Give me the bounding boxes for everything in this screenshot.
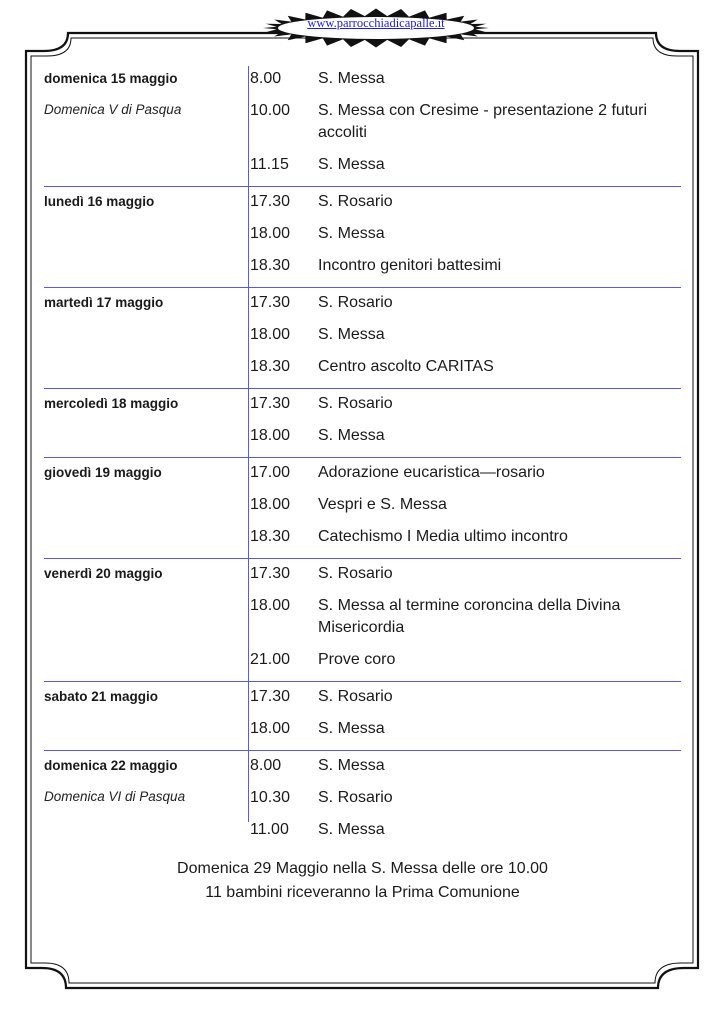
announcement bbox=[44, 857, 681, 905]
event-description: S. Messa bbox=[318, 821, 385, 838]
event-list bbox=[250, 559, 681, 681]
day-label bbox=[44, 64, 244, 118]
day-name: mercoledì 18 maggio bbox=[44, 396, 179, 411]
day-name: giovedì 19 maggio bbox=[44, 465, 162, 480]
event-description: S. Messa bbox=[318, 70, 385, 87]
event-time: 18.00 bbox=[250, 496, 291, 513]
event-row bbox=[250, 425, 681, 447]
event-time: 18.30 bbox=[250, 528, 291, 545]
event-description: S. Messa bbox=[318, 757, 385, 774]
day-name: martedì 17 maggio bbox=[44, 295, 164, 310]
day-name: domenica 15 maggio bbox=[44, 71, 178, 86]
day-block bbox=[44, 187, 681, 288]
event-time: 17.30 bbox=[250, 688, 291, 705]
event-row bbox=[250, 462, 681, 484]
event-list bbox=[250, 288, 681, 388]
event-time: 11.15 bbox=[250, 156, 289, 173]
event-row bbox=[250, 356, 681, 378]
event-time: 17.30 bbox=[250, 565, 291, 582]
day-block bbox=[44, 682, 681, 751]
event-row bbox=[250, 255, 681, 277]
day-label bbox=[44, 458, 244, 481]
announcement-line-1: Domenica 29 Maggio nella S. Messa delle ore 10.00 bbox=[177, 860, 548, 877]
weekly-schedule bbox=[44, 64, 681, 851]
event-row bbox=[250, 649, 681, 671]
day-block bbox=[44, 751, 681, 851]
event-time: 10.30 bbox=[250, 789, 291, 806]
event-description: S. Messa al termine coroncina della Divina Misericordia bbox=[318, 597, 621, 636]
event-time: 8.00 bbox=[250, 757, 282, 774]
event-description: Incontro genitori battesimi bbox=[318, 257, 502, 274]
day-name: sabato 21 maggio bbox=[44, 689, 159, 704]
day-label bbox=[44, 288, 244, 311]
day-liturgical-title: Domenica VI di Pasqua bbox=[44, 789, 186, 804]
day-name: venerdì 20 maggio bbox=[44, 566, 163, 581]
event-description: S. Messa bbox=[318, 427, 385, 444]
event-time: 18.00 bbox=[250, 427, 291, 444]
event-time: 18.00 bbox=[250, 597, 291, 614]
event-description: S. Rosario bbox=[318, 565, 393, 582]
day-liturgical-title: Domenica V di Pasqua bbox=[44, 102, 182, 117]
event-time: 17.00 bbox=[250, 464, 291, 481]
event-row bbox=[250, 526, 681, 548]
event-row bbox=[250, 787, 681, 809]
day-label bbox=[44, 751, 244, 805]
event-row bbox=[250, 563, 681, 585]
event-description: S. Messa bbox=[318, 720, 385, 737]
event-row bbox=[250, 223, 681, 245]
event-list bbox=[250, 187, 681, 287]
event-description: S. Rosario bbox=[318, 193, 393, 210]
announcement-line-2: 11 bambini riceveranno la Prima Comunione bbox=[205, 884, 520, 901]
event-row bbox=[250, 686, 681, 708]
event-time: 21.00 bbox=[250, 651, 291, 668]
day-block bbox=[44, 64, 681, 187]
event-time: 18.30 bbox=[250, 358, 291, 375]
day-block bbox=[44, 389, 681, 458]
event-time: 8.00 bbox=[250, 70, 282, 87]
event-time: 17.30 bbox=[250, 193, 291, 210]
event-description: S. Rosario bbox=[318, 789, 393, 806]
event-description: Catechismo I Media ultimo incontro bbox=[318, 528, 568, 545]
event-description: S. Rosario bbox=[318, 294, 393, 311]
event-row bbox=[250, 324, 681, 346]
event-description: S. Rosario bbox=[318, 688, 393, 705]
event-list bbox=[250, 751, 681, 851]
event-description: S. Rosario bbox=[318, 395, 393, 412]
event-row bbox=[250, 68, 681, 90]
event-time: 10.00 bbox=[250, 102, 291, 119]
event-list bbox=[250, 64, 681, 186]
day-block bbox=[44, 458, 681, 559]
day-label bbox=[44, 559, 244, 582]
event-row bbox=[250, 494, 681, 516]
event-row bbox=[250, 393, 681, 415]
event-list bbox=[250, 458, 681, 558]
event-description: Prove coro bbox=[318, 651, 396, 668]
day-label bbox=[44, 389, 244, 412]
event-description: Vespri e S. Messa bbox=[318, 496, 447, 513]
event-row bbox=[250, 755, 681, 777]
event-description: Centro ascolto CARITAS bbox=[318, 358, 494, 375]
event-list bbox=[250, 389, 681, 457]
event-time: 11.00 bbox=[250, 821, 289, 838]
event-description: Adorazione eucaristica—rosario bbox=[318, 464, 545, 481]
event-time: 17.30 bbox=[250, 395, 291, 412]
day-label bbox=[44, 187, 244, 210]
event-row bbox=[250, 819, 681, 841]
day-name: domenica 22 maggio bbox=[44, 758, 178, 773]
event-description: S. Messa con Cresime - presentazione 2 futuri accoliti bbox=[318, 102, 648, 141]
event-row bbox=[250, 718, 681, 740]
event-row bbox=[250, 154, 681, 176]
event-list bbox=[250, 682, 681, 750]
event-row bbox=[250, 191, 681, 213]
day-block bbox=[44, 559, 681, 682]
event-description: S. Messa bbox=[318, 326, 385, 343]
event-description: S. Messa bbox=[318, 225, 385, 242]
event-time: 18.00 bbox=[250, 326, 291, 343]
event-time: 18.00 bbox=[250, 225, 291, 242]
event-time: 18.30 bbox=[250, 257, 291, 274]
day-block bbox=[44, 288, 681, 389]
event-time: 18.00 bbox=[250, 720, 291, 737]
event-time: 17.30 bbox=[250, 294, 291, 311]
day-name: lunedì 16 maggio bbox=[44, 194, 155, 209]
event-row bbox=[250, 292, 681, 314]
website-link[interactable]: www.parrocchiadicapalle.it bbox=[307, 16, 445, 30]
event-row bbox=[250, 100, 681, 144]
event-description: S. Messa bbox=[318, 156, 385, 173]
event-row bbox=[250, 595, 681, 639]
day-label bbox=[44, 682, 244, 705]
